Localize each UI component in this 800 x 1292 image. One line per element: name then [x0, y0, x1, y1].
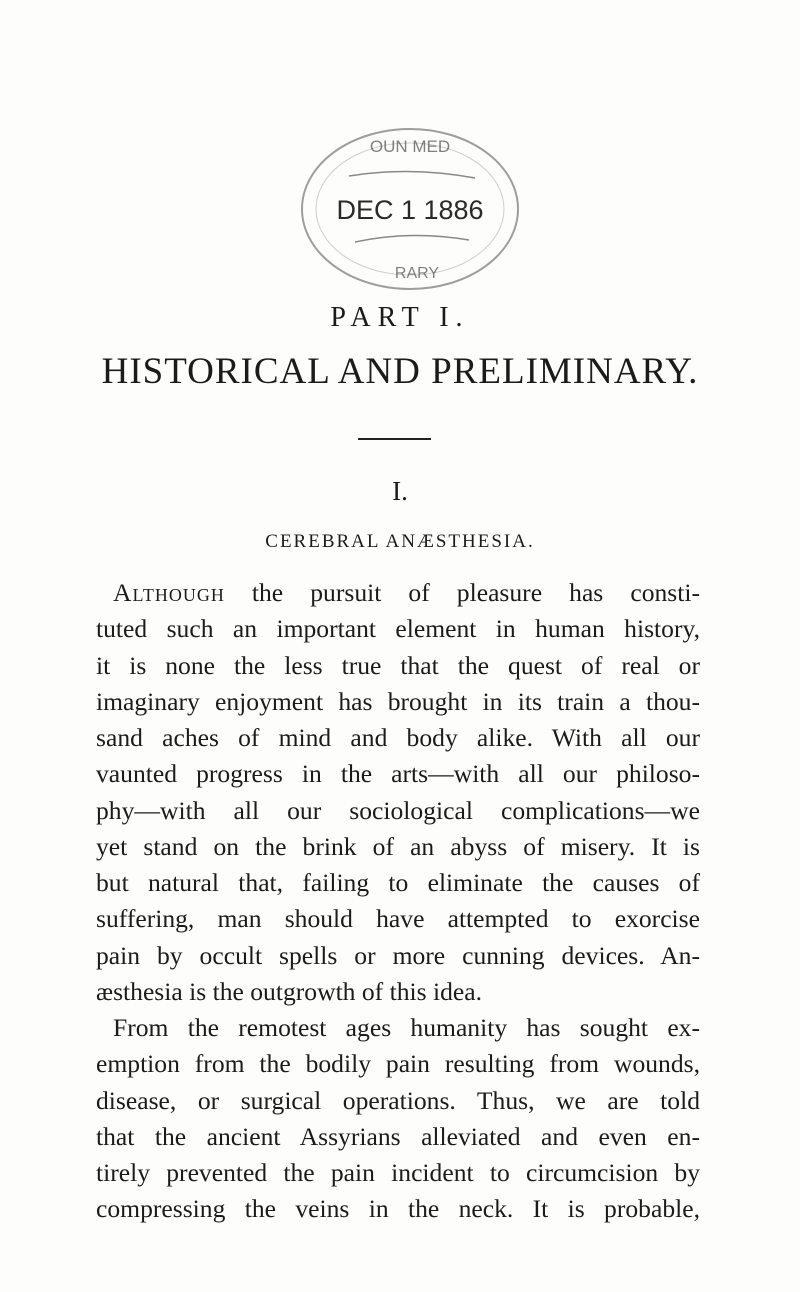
text-line: tirely prevented the pain incident to circumcision by [96, 1158, 700, 1187]
text-line: tuted such an important element in human history, [96, 614, 700, 644]
text-line: emption from the bodily pain resulting from wounds, [96, 1049, 700, 1079]
text-line: imaginary enjoyment has brought in its train a thou- [96, 686, 700, 716]
title-divider-rule [358, 438, 431, 440]
stamp-date-text: DEC 1 1886 [336, 195, 484, 225]
main-title: HISTORICAL AND PRELIMINARY. [101, 351, 699, 392]
text-line: but natural that, failing to eliminate the causes of [96, 868, 700, 897]
body-text [96, 575, 700, 1228]
text-line: sand aches of mind and body alike. With all our [96, 723, 700, 752]
text-line: vaunted progress in the arts—with all our philoso- [96, 759, 700, 789]
stamp-ring-top-text: OUN MED [369, 137, 451, 156]
text-line [96, 575, 700, 611]
text-line-remainder: the pursuit of pleasure has consti- [224, 578, 700, 607]
opening-word: Although [113, 578, 225, 607]
text-line: that the ancient Assyrians alleviated and even en- [96, 1121, 700, 1151]
text-line: From the remotest ages humanity has sought ex- [113, 1013, 700, 1042]
text-line: phy—with all our sociological complications—we [96, 795, 700, 825]
text-line: yet stand on the brink of an abyss of misery. It is [96, 831, 700, 861]
text-line: pain by occult spells or more cunning devices. An- [96, 940, 700, 970]
text-line: æsthesia is the outgrowth of this idea. [96, 976, 482, 1006]
chapter-number: I. [392, 476, 408, 506]
text-line: compressing the veins in the neck. It is probable, [96, 1194, 700, 1224]
library-stamp-graphic [297, 122, 523, 296]
stamp-ring-bottom-text: RARY [394, 265, 440, 282]
text-line: it is none the less true that the quest of real or [96, 650, 700, 680]
text-line: suffering, man should have attempted to exorcise [96, 904, 700, 934]
library-stamp [297, 122, 523, 296]
chapter-title: CEREBRAL ANÆSTHESIA. [265, 531, 535, 552]
part-heading: PART I. [330, 302, 470, 333]
text-line: disease, or surgical operations. Thus, we are told [96, 1085, 700, 1115]
